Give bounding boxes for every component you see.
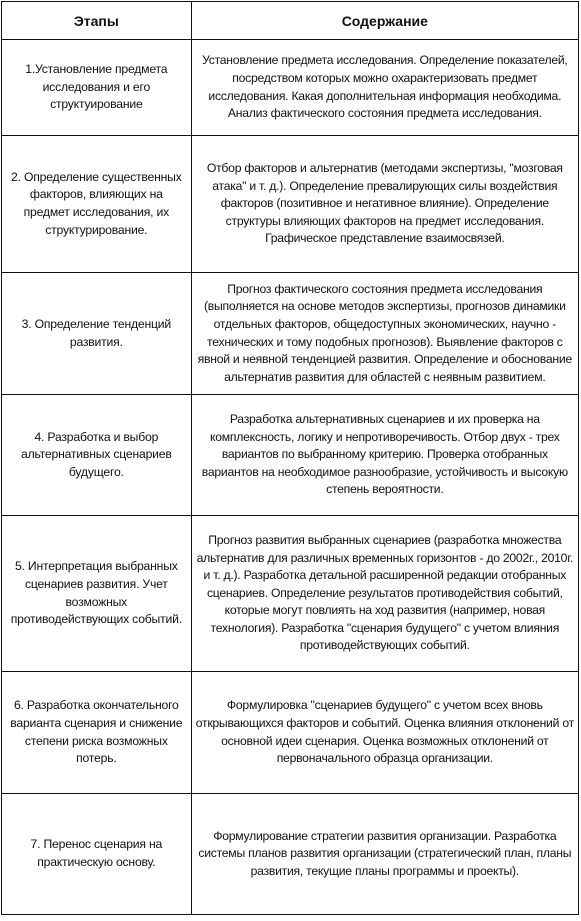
- stage-cell: 2. Определение существенных факторов, влияющих на предмет исследования, их структурирование.: [2, 136, 192, 273]
- stage-cell: 3. Определение тенденций развития.: [2, 273, 192, 395]
- stage-cell: 1.Установление предмета исследования и его структуирование: [2, 40, 192, 136]
- table-row: [2, 136, 579, 273]
- stage-cell: 6. Разработка окончательного варианта сценария и снижение степени риска возможных потерь.: [2, 672, 192, 794]
- table-header-row: [2, 2, 579, 40]
- stage-cell: 4. Разработка и выбор альтернативных сценариев будущего.: [2, 395, 192, 516]
- table-row: [2, 40, 579, 136]
- content-cell: Разработка альтернативных сценариев и их проверка на комплексность, логику и непротиворечивость. Отбор двух - трех вариантов по выбранному критерию. Проверка отобранных вариантов на необходимое разнообразие, устойчивость и высокую степень вероятности.: [191, 395, 578, 516]
- content-cell: Установление предмета исследования. Определение показателей, посредством которых можно охарактеризовать предмет исследования. Какая дополнительная информация необходима. Анализ фактического состояния предмета исследования.: [191, 40, 578, 136]
- table-row: [2, 672, 579, 794]
- table-row: [2, 273, 579, 395]
- table-row: [2, 516, 579, 672]
- stage-cell: 7. Перенос сценария на практическую основу.: [2, 794, 192, 915]
- content-cell: Отбор факторов и альтернатив (методами экспертизы, "мозговая атака" и т. д.). Определение превалирующих силы воздействия факторов (позитивное и негативное влияние). Определение структуры влияющих факторов на предмет исследования. Графическое представление взаимосвязей.: [191, 136, 578, 273]
- table-row: [2, 794, 579, 915]
- stages-table: [1, 1, 579, 915]
- content-cell: Формулировка "сценариев будущего" с учетом всех вновь открывающихся факторов и событий. Оценка влияния отклонений от основной идеи сценария. Оценка возможных отклонений от первоначального образца организации.: [191, 672, 578, 794]
- header-stages: Этапы: [2, 2, 192, 40]
- header-content: Содержание: [191, 2, 578, 40]
- content-cell: Прогноз фактического состояния предмета исследования (выполняется на основе методов экспертизы, прогнозов динамики отдельных факторов, общедоступных экономических, научно - технических и тому подобных прогнозов). Выявление факторов с явной и неявной тенденцией развития. Определение и обоснование альтернатив развития для областей с неявным развитием.: [191, 273, 578, 395]
- content-cell: Прогноз развития выбранных сценариев (разработка множества альтернатив для различных временных горизонтов - до 2002г., 2010г. и т. д.). Разработка детальной расширенной редакции отобранных сценариев. Определение результатов противодействия событий, которые могут повлиять на ход развития (например, новая технология). Разработка "сценария будущего" с учетом влияния противодействующих событий.: [191, 516, 578, 672]
- stage-cell: 5. Интерпретация выбранных сценариев развития. Учет возможных противодействующих событий.: [2, 516, 192, 672]
- table-row: [2, 395, 579, 516]
- content-cell: Формулирование стратегии развития организации. Разработка системы планов развития организации (стратегический план, планы развития, текущие планы программы и проекты).: [191, 794, 578, 915]
